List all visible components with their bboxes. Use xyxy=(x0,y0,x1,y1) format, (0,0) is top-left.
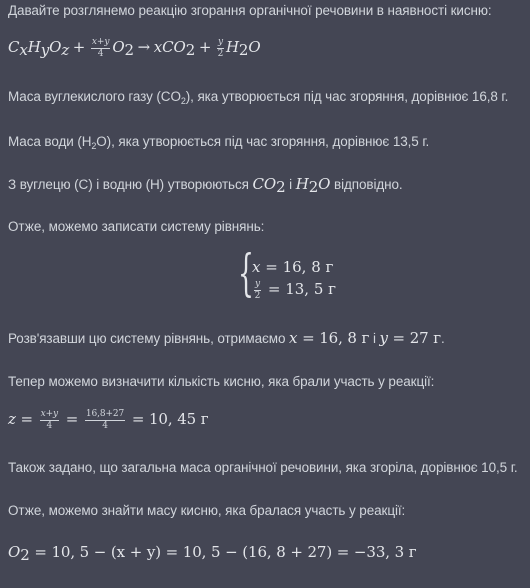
system-row-2: $\frac{y}{2}$ = 13, 5 г xyxy=(254,279,336,301)
fraction: $\frac{x+y}{4}$ xyxy=(91,37,110,59)
solution-text: Розв'язавши цю систему рівнянь, отримаємо x = 16, 8 г і y = 27 г. xyxy=(8,329,445,347)
products-text: З вуглецю (C) і водню (H) утворюються $CO_2$ і $H_2O$ відповідно. xyxy=(8,175,403,196)
organic-mass-text: Також задано, що загальна маса органічної речовини, яка згоріла, дорівнює 10,5 г. xyxy=(8,460,518,475)
system-intro-text: Отже, можемо записати систему рівнянь: xyxy=(8,219,265,234)
brace-icon: { xyxy=(238,244,254,302)
oxygen-intro-text: Тепер можемо визначити кількість кисню, яка брали участь у реакції: xyxy=(8,374,435,389)
h2o-mass-text: Маса води $(H_2O)$, яка утворюється під час згоряння, дорівнює 13,5 г. xyxy=(8,134,430,151)
system-row-1: x = 16, 8 г xyxy=(252,258,334,276)
z-equation: z = $\frac{x+y}{4}$ = $\frac{16,8+27}{4}$ = 10, 45 г xyxy=(8,409,209,431)
find-oxygen-text: Отже, можемо знайти масу кисню, яка бралася участь у реакції: xyxy=(8,503,406,518)
final-equation: $O_2 = 10$, 5 − (x + y) = 10, 5 − (16, 8 + 27) = −33, 3 г xyxy=(8,543,417,564)
arrow-icon: → xyxy=(137,38,151,57)
fraction: $\frac{y}{2}$ xyxy=(217,37,224,59)
combustion-equation: $C_xH_yO_z$ + $\frac{x+y}{4}$ $O_2 \to xCO_2$ + $\frac{y}{2}$ $H_2O$ xyxy=(8,37,261,60)
intro-text: Давайте розглянемо реакцію згорання органічної речовини в наявності кисню: xyxy=(8,3,492,18)
co2-mass-text: Маса вуглекислого газу $(CO_2)$, яка утворюється під час згоряння, дорівнює 16,8 г. xyxy=(8,89,509,106)
